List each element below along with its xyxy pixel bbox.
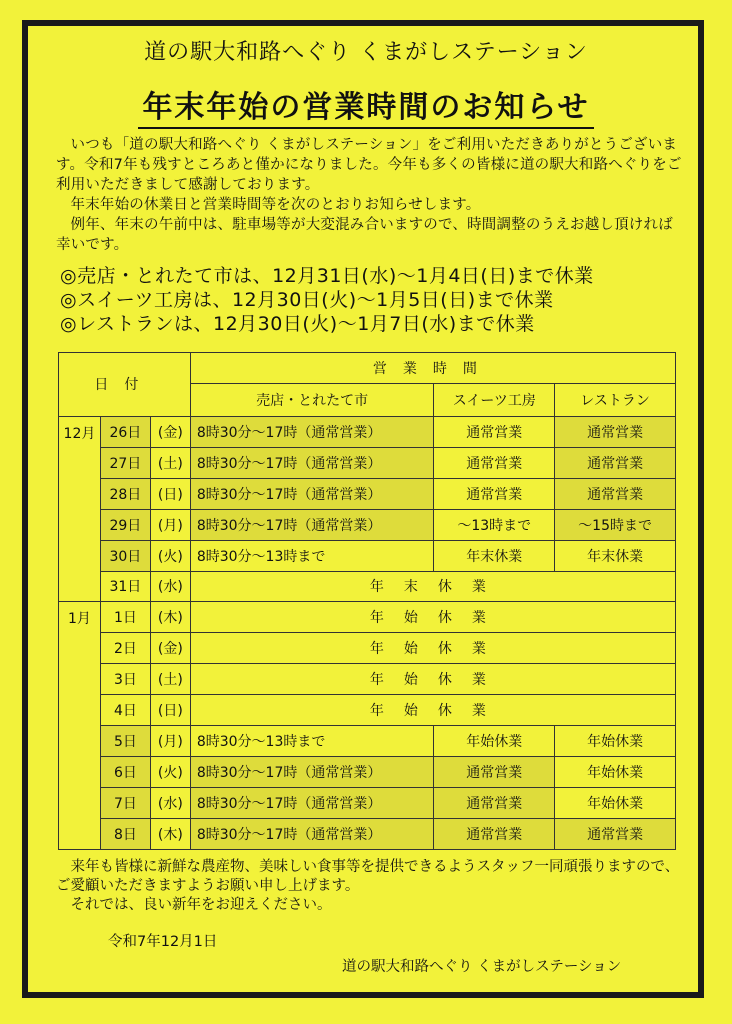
table-row: [59, 509, 676, 540]
weekday-cell: (木): [150, 602, 190, 633]
weekday-cell: (火): [150, 540, 190, 571]
sweets-hours-cell: 通常営業: [434, 416, 555, 447]
sweets-hours-cell: 年始休業: [434, 726, 555, 757]
issue-date: 令和7年12月1日: [108, 934, 218, 950]
closing-paragraph: 来年も皆様に新鮮な農産物、美味しい食事等を提供できるようスタッフ一同頑張りますので、ご愛顧いただきますようお願い申し上げます。: [56, 859, 680, 894]
closure-list: [60, 264, 700, 336]
intro-paragraph: 年末年始の休業日と営業時間等を次のとおりお知らせします。: [70, 197, 481, 213]
day-cell: 27日: [100, 447, 150, 478]
weekday-cell: (金): [150, 633, 190, 664]
intro-paragraph: 例年、年末の午前中は、駐車場等が大変混み合いますので、時間調整のうえお越し頂ければ幸いです。: [56, 217, 673, 253]
table-row: [59, 540, 676, 571]
weekday-cell: (木): [150, 818, 190, 849]
sweets-hours-cell: ～13時まで: [434, 509, 555, 540]
restaurant-hours-cell: 通常営業: [555, 416, 676, 447]
weekday-cell: (金): [150, 416, 190, 447]
restaurant-hours-cell: 年始休業: [555, 757, 676, 788]
weekday-cell: (月): [150, 726, 190, 757]
shop-hours-cell: 8時30分～13時まで: [190, 540, 434, 571]
table-row: [59, 478, 676, 509]
table-row: [59, 416, 676, 447]
shop-hours-cell: 8時30分～17時（通常営業）: [190, 447, 434, 478]
restaurant-hours-cell: 通常営業: [555, 818, 676, 849]
page-title: 年末年始の営業時間のお知らせ: [0, 82, 732, 126]
weekday-cell: (水): [150, 571, 190, 602]
closed-all-cell: 年末休業: [190, 571, 675, 602]
date-header: 日付: [59, 353, 191, 417]
weekday-cell: (土): [150, 447, 190, 478]
weekday-cell: (月): [150, 509, 190, 540]
table-row: [59, 787, 676, 818]
restaurant-hours-cell: 通常営業: [555, 447, 676, 478]
day-cell: 31日: [100, 571, 150, 602]
weekday-cell: (火): [150, 757, 190, 788]
sweets-hours-cell: 通常営業: [434, 478, 555, 509]
closure-item-sweets: ◎スイーツ工房は、12月30日(火)～1月5日(日)まで休業: [60, 289, 554, 311]
day-cell: 2日: [100, 633, 150, 664]
schedule-table: [58, 352, 676, 850]
shop-hours-cell: 8時30分～17時（通常営業）: [190, 416, 434, 447]
shop-hours-cell: 8時30分～17時（通常営業）: [190, 509, 434, 540]
table-row: [59, 664, 676, 695]
shop-hours-cell: 8時30分～17時（通常営業）: [190, 787, 434, 818]
month-label-december: 12月: [59, 416, 101, 602]
shop-hours-cell: 8時30分～17時（通常営業）: [190, 478, 434, 509]
table-row: [59, 726, 676, 757]
weekday-cell: (水): [150, 787, 190, 818]
table-row: [59, 633, 676, 664]
hours-header: 営業時間: [190, 353, 675, 384]
shop-hours-cell: 8時30分～17時（通常営業）: [190, 818, 434, 849]
table-row: [59, 602, 676, 633]
day-cell: 8日: [100, 818, 150, 849]
column-header-restaurant: レストラン: [555, 383, 676, 416]
restaurant-hours-cell: 年始休業: [555, 726, 676, 757]
table-row: [59, 757, 676, 788]
column-header-sweets: スイーツ工房: [434, 383, 555, 416]
sweets-hours-cell: 通常営業: [434, 757, 555, 788]
closed-all-cell: 年始休業: [190, 602, 675, 633]
day-cell: 6日: [100, 757, 150, 788]
closure-item-shop: ◎売店・とれたて市は、12月31日(水)～1月4日(日)まで休業: [60, 265, 594, 287]
table-row: [59, 695, 676, 726]
signature-organization: 道の駅大和路へぐり くまがしステーション: [342, 959, 622, 975]
restaurant-hours-cell: 年末休業: [555, 540, 676, 571]
month-label-january: 1月: [59, 602, 101, 850]
day-cell: 7日: [100, 787, 150, 818]
closed-all-cell: 年始休業: [190, 633, 675, 664]
day-cell: 30日: [100, 540, 150, 571]
table-row: [59, 571, 676, 602]
closing-paragraph: それでは、良い新年をお迎えください。: [70, 897, 332, 913]
sweets-hours-cell: 通常営業: [434, 447, 555, 478]
day-cell: 28日: [100, 478, 150, 509]
column-header-shop: 売店・とれたて市: [190, 383, 434, 416]
weekday-cell: (日): [150, 695, 190, 726]
day-cell: 29日: [100, 509, 150, 540]
day-cell: 5日: [100, 726, 150, 757]
day-cell: 4日: [100, 695, 150, 726]
intro-paragraph: いつも「道の駅大和路へぐり くまがしステーション」をご利用いただきありがとうございます。令和7年も残すところあと僅かになりました。今年も多くの皆様に道の駅大和路へぐりをご利用いただきまして感謝しております。: [56, 137, 682, 193]
day-cell: 1日: [100, 602, 150, 633]
weekday-cell: (土): [150, 664, 190, 695]
closed-all-cell: 年始休業: [190, 695, 675, 726]
day-cell: 26日: [100, 416, 150, 447]
closing-text: [56, 858, 686, 915]
table-row: [59, 447, 676, 478]
sweets-hours-cell: 年末休業: [434, 540, 555, 571]
sweets-hours-cell: 通常営業: [434, 818, 555, 849]
closed-all-cell: 年始休業: [190, 664, 675, 695]
restaurant-hours-cell: 年始休業: [555, 787, 676, 818]
intro-text: [56, 135, 682, 255]
closure-item-restaurant: ◎レストランは、12月30日(火)～1月7日(水)まで休業: [60, 313, 535, 335]
shop-hours-cell: 8時30分～17時（通常営業）: [190, 757, 434, 788]
sweets-hours-cell: 通常営業: [434, 787, 555, 818]
day-cell: 3日: [100, 664, 150, 695]
organization-name: 道の駅大和路へぐり くまがしステーション: [144, 40, 588, 65]
table-row: [59, 818, 676, 849]
restaurant-hours-cell: ～15時まで: [555, 509, 676, 540]
shop-hours-cell: 8時30分～13時まで: [190, 726, 434, 757]
restaurant-hours-cell: 通常営業: [555, 478, 676, 509]
weekday-cell: (日): [150, 478, 190, 509]
